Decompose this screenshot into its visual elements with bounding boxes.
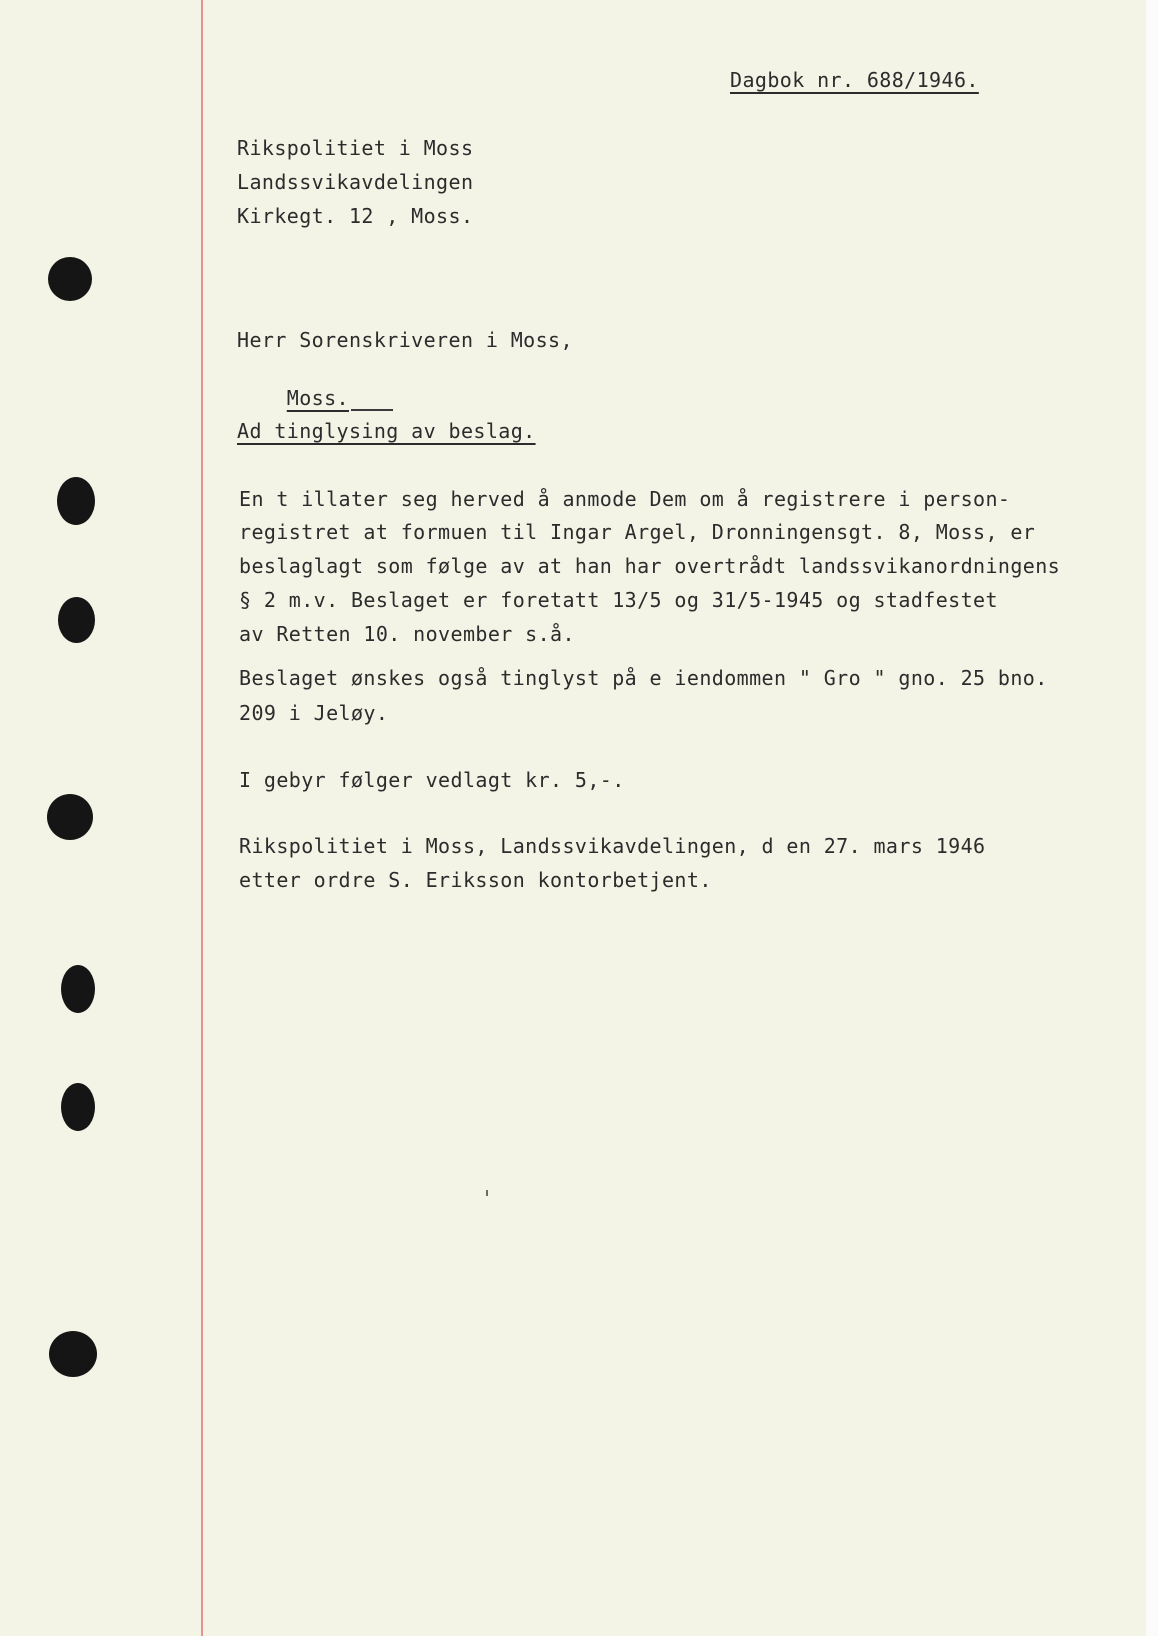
punch-hole [47,794,93,840]
punch-hole [61,965,95,1013]
body-line: En t illater seg herved å anmode Dem om å registrere i person- [239,487,1011,511]
recipient-line-1: Herr Sorenskriveren i Moss, [237,328,573,352]
margin-rule [201,0,203,1636]
closing-line-2: etter ordre S. Eriksson kontorbetjent. [239,868,712,892]
sender-line-3: Kirkegt. 12 , Moss. [237,204,474,228]
body-line: Beslaget ønskes også tinglyst på e iendommen " Gro " gno. 25 bno. [239,666,1048,690]
page-edge [1146,0,1158,1636]
body-line: av Retten 10. november s.å. [239,622,575,646]
recipient-line-2: Moss. [286,386,349,410]
punch-hole [49,1331,97,1377]
sender-line-1: Rikspolitiet i Moss [237,136,474,160]
punch-hole [61,1083,95,1131]
punch-hole [57,477,95,525]
sender-line-2: Landssvikavdelingen [237,170,474,194]
punch-hole [58,597,95,643]
underline-extension [351,409,393,411]
punch-hole [48,257,92,301]
paper-speck [486,1190,488,1196]
body-line: registret at formuen til Ingar Argel, Dronningensgt. 8, Moss, er [239,520,1036,544]
body-line: beslaglagt som følge av at han har overtrådt landssvikanordningens [239,554,1061,578]
closing-line-1: Rikspolitiet i Moss, Landssvikavdelingen, d en 27. mars 1946 [239,834,986,858]
subject-line: Ad tinglysing av beslag. [237,419,536,443]
body-line: 209 i Jeløy. [239,701,389,725]
body-line: § 2 m.v. Beslaget er foretatt 13/5 og 31/5-1945 og stadfestet [239,588,998,612]
body-line: I gebyr følger vedlagt kr. 5,-. [239,768,625,792]
dagbok-reference: Dagbok nr. 688/1946. [730,68,979,92]
